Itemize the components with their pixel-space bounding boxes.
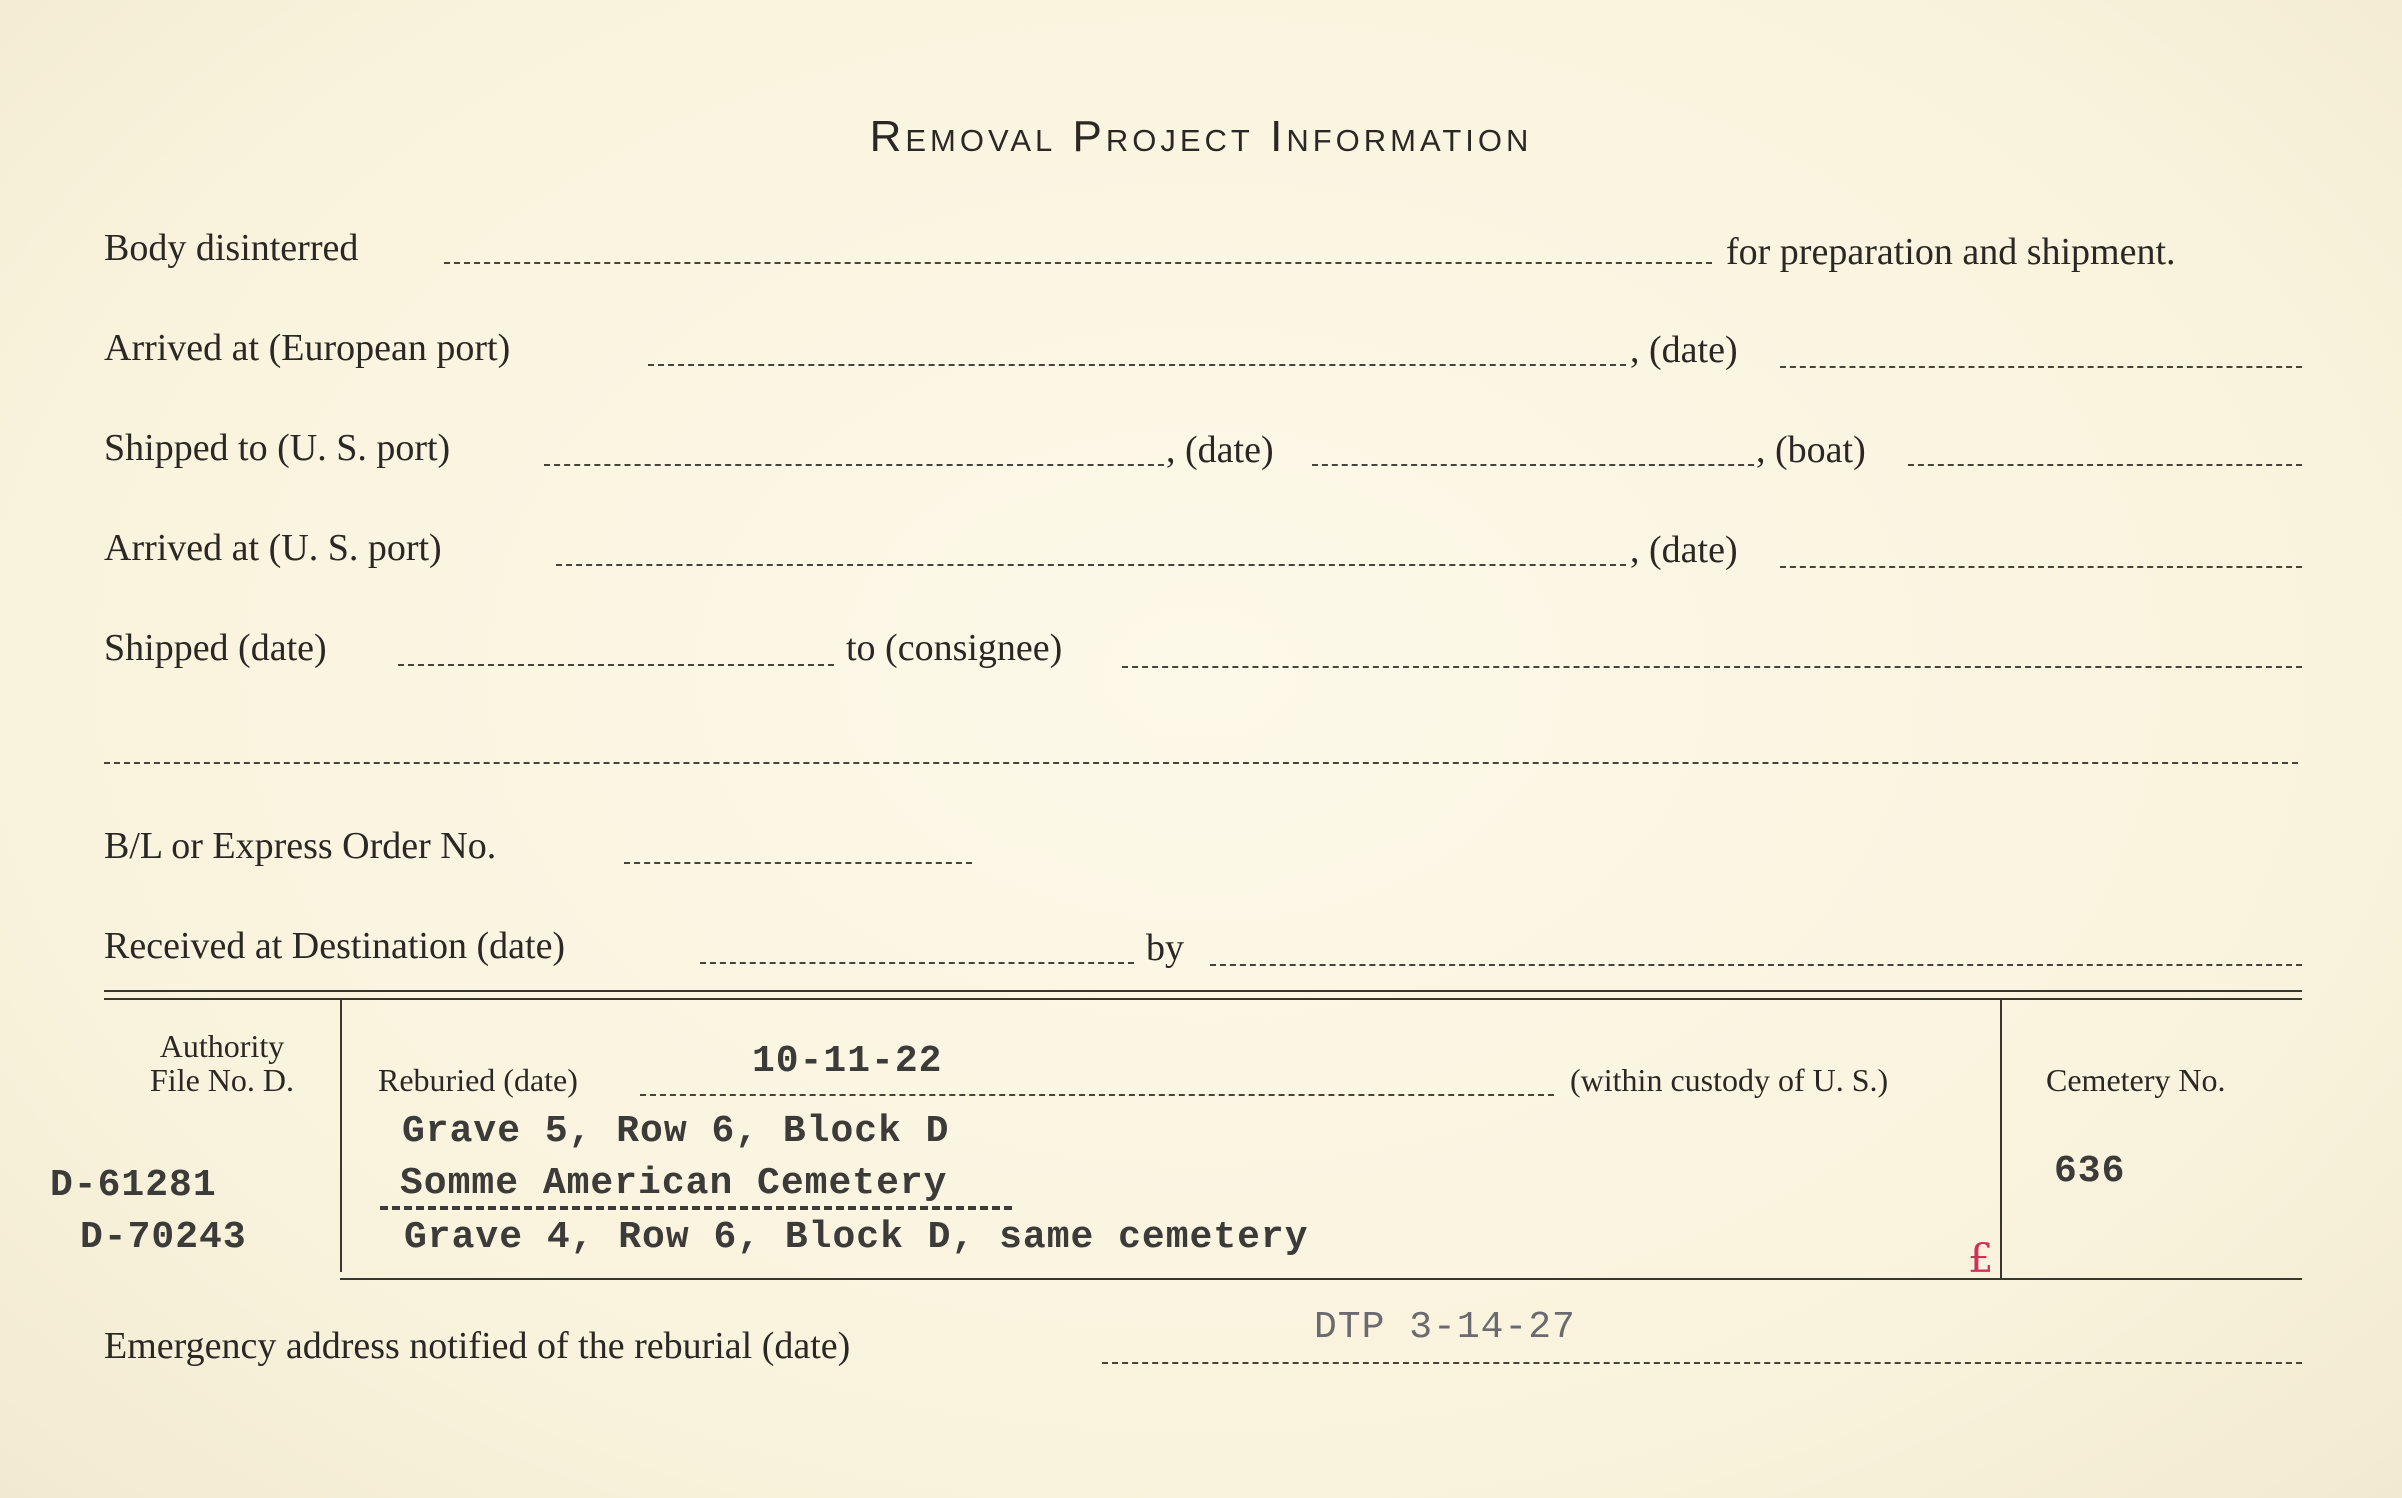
arrived-european-date-line (1780, 366, 2302, 368)
bl-order-line (624, 862, 972, 864)
by-label: by (1146, 927, 1184, 969)
arrived-us-date-line (1780, 566, 2302, 568)
arrived-us-label: Arrived at (U. S. port) (104, 527, 442, 569)
file-no-label: File No. D. (150, 1062, 294, 1098)
authority-label: Authority (159, 1028, 285, 1064)
arrived-us-date-label: , (date) (1630, 529, 1738, 571)
table-top-rule-1 (104, 990, 2302, 992)
grave-line-2-underline (380, 1206, 1012, 1210)
shipped-to-us-line (544, 464, 1164, 466)
cemetery-no-label: Cemetery No. (2046, 1062, 2226, 1098)
received-destination-line (700, 962, 1134, 964)
arrived-us-line (556, 564, 1626, 566)
by-line (1210, 964, 2302, 966)
cemetery-no-value: 636 (2054, 1150, 2126, 1193)
shipped-date-label: , (date) (1166, 429, 1274, 471)
emergency-value: DTP 3-14-27 (1314, 1306, 1576, 1349)
card-title: Removal Project Information (869, 112, 1533, 161)
reburied-line (640, 1094, 1554, 1096)
body-disinterred-line (444, 262, 1712, 264)
received-destination-label: Received at Destination (date) (104, 925, 566, 967)
shipped-date-row-label: Shipped (date) (104, 627, 327, 669)
emergency-line (1102, 1362, 2302, 1364)
red-pencil-mark: £ (1968, 1236, 1994, 1282)
table-divider-right (2000, 998, 2002, 1280)
custody-label: (within custody of U. S.) (1570, 1062, 1889, 1098)
table-bottom-rule (340, 1278, 2302, 1280)
body-disinterred-label: Body disinterred (104, 227, 359, 269)
grave-line-1: Grave 5, Row 6, Block D (402, 1110, 950, 1153)
table-divider-left (340, 998, 342, 1272)
boat-line (1908, 464, 2302, 466)
reburied-value: 10-11-22 (752, 1040, 943, 1083)
for-preparation-label: for preparation and shipment. (1726, 231, 2176, 273)
table-top-rule-2 (104, 998, 2302, 1000)
bl-order-label: B/L or Express Order No. (104, 825, 497, 867)
arrived-european-date-label: , (date) (1630, 329, 1738, 371)
boat-label: , (boat) (1756, 429, 1866, 471)
reburied-label: Reburied (date) (378, 1062, 578, 1098)
file-no-value-2: D-70243 (80, 1216, 247, 1259)
grave-line-2: Somme American Cemetery (400, 1162, 948, 1205)
consignee-line (1122, 666, 2302, 668)
shipped-date-row-line (398, 664, 834, 666)
shipped-date-line (1312, 464, 1754, 466)
consignee-label: to (consignee) (846, 627, 1063, 669)
blank-line (104, 762, 2298, 764)
grave-line-3: Grave 4, Row 6, Block D, same cemetery (404, 1216, 1309, 1259)
emergency-label: Emergency address notified of the reburial (date) (104, 1325, 851, 1367)
file-no-value-1: D-61281 (50, 1164, 217, 1207)
shipped-to-us-label: Shipped to (U. S. port) (104, 427, 451, 469)
arrived-european-label: Arrived at (European port) (104, 327, 511, 369)
arrived-european-line (648, 364, 1626, 366)
